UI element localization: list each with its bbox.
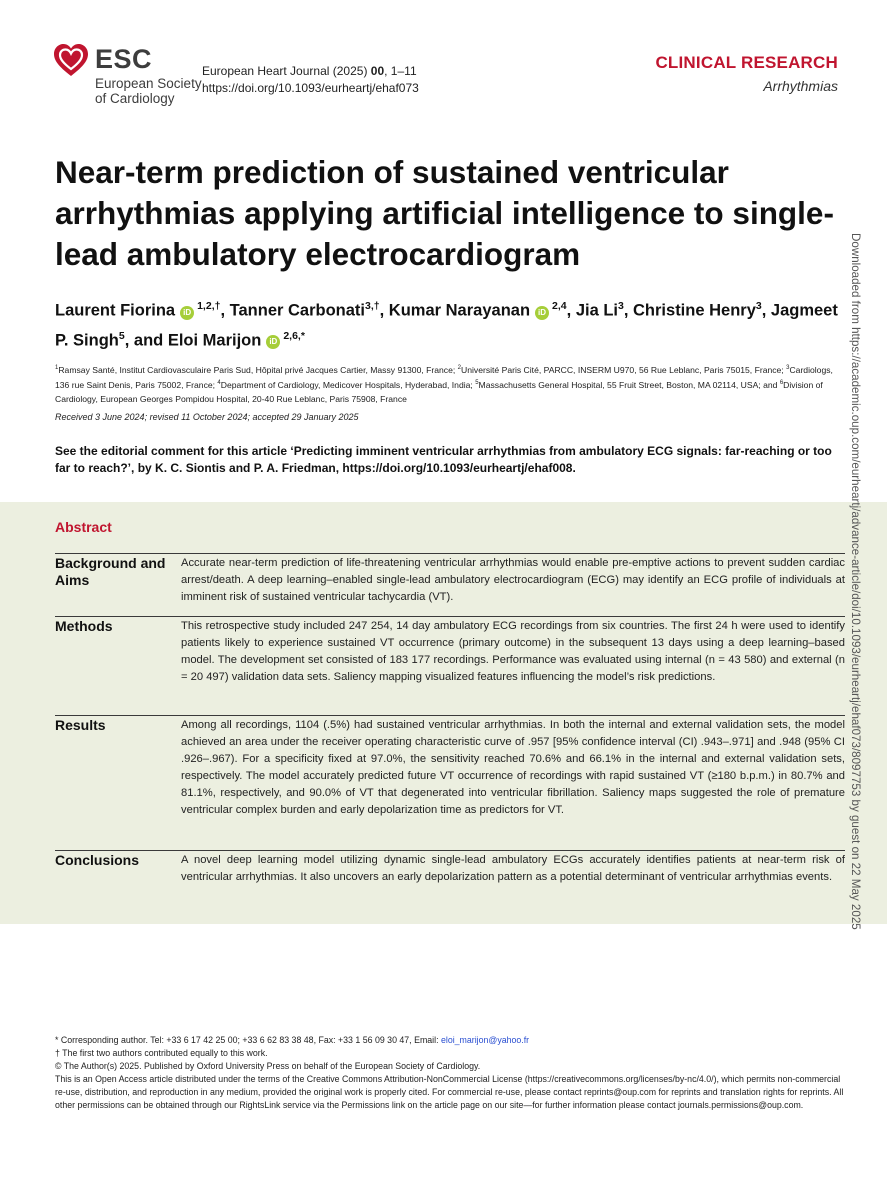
author-affiliation-sup: 2,6,* — [283, 329, 305, 342]
footnote-license: This is an Open Access article distributed under the terms of the Creative Commons Attribution-NonCommercial License (https://creativecommons.org/licenses/by-nc/4.0/), which permits non-commercial re-use, distribution, and reproduction in any medium, provided the original work is properly cited. For commercial re-use, please contact reprints@oup.com for reprints and translation rights for reprints. All other permissions can be obtained through our RightsLink service via the Permissions link on the article page on our site—for further information please contact journals.permissions@oup.com. — [55, 1074, 844, 1110]
abstract-section-text: Accurate near-term prediction of life-threatening ventricular arrhythmias would enable pre-emptive actions to prevent sudden cardiac arrest/death. A deep learning–enabled single-lead ambulatory electrocardiogram (ECG) may identify an ECG profile of individuals at imminent risk of sustained ventricular tachycardia (VT). — [181, 557, 845, 603]
affiliation-number: 1 — [55, 365, 59, 371]
author-separator: , — [566, 301, 576, 320]
author-separator: , — [623, 301, 634, 320]
author-affiliation-sup: 1,2,† — [197, 300, 221, 312]
category-subtype: Arrhythmias — [763, 78, 838, 94]
abstract-section-text: A novel deep learning model utilizing dynamic single-lead ambulatory ECGs accurately identifies patients at near-term risk of ventricular arrhythmias. It also uncovers an early depolarization pattern as a potential determinant of ventricular arrhythmias events. — [181, 854, 845, 883]
author-affiliation-sup: 2,4 — [552, 300, 567, 312]
author-separator: , and — [124, 331, 168, 349]
footnotes — [55, 1034, 845, 1112]
author-name: Eloi Marijon — [167, 331, 262, 349]
author-name: Jia Li — [575, 301, 618, 320]
abstract-section-text: Among all recordings, 1104 (.5%) had sustained ventricular arrhythmias. In both the internal and external validation sets, the model achieved an area under the receiver operating characteristic curve of .957 [95% confidence interval (CI) .943–.971] and .948 (95% CI .926–.967). For a specificity fixed at 97.0%, the sensitivity reached 70.6% and 66.1% in the internal and external validation sets, respectively. The model accurately predicted future VT occurrence of recordings with rapid sustained VT (≥180 b.p.m.) in 80.7% and 81.1%, respectively, and 90.0% of VT that degenerated into ventricular fibrillation. Saliency maps suggested the role of premature ventricular complex burden and early depolarization time as predictors for VT. — [181, 719, 845, 816]
affiliation-number: 6 — [779, 380, 784, 387]
affiliation-text: Cardiologs, 136 rue Saint Denis, Paris 75002, France; — [55, 364, 833, 391]
logo-subtitle: European Society of Cardiology — [95, 76, 202, 106]
abstract-section-label: Results — [55, 717, 106, 733]
journal-volume: 00 — [370, 64, 385, 78]
affiliation-text: Massachusetts General Hospital, 55 Fruit Street, Boston, MA 02114, USA; and — [478, 380, 780, 391]
journal-citation — [202, 63, 419, 97]
abstract-section-label: Methods — [55, 618, 113, 634]
abstract-section-text: This retrospective study included 247 254, 14 day ambulatory ECG recordings from six countries. The first 24 h were used to identify patients likely to experience sustained VT occurrence (primary outcome) in the subsequent 13 days using a deep learning–based model. The development set consisted of 183 177 recordings. Performance was evaluated using internal (n = 43 580) and external (n = 20 497) validation data sets. Saliency mapping visualized features influencing the model’s risk predictions. — [181, 620, 845, 683]
abstract-heading: Abstract — [55, 519, 112, 535]
affiliation-number: 5 — [475, 380, 479, 387]
affiliation-text: Department of Cardiology, Medicover Hospitals, Hyderabad, India; — [220, 380, 476, 391]
journal-name: European Heart Journal (2025) — [202, 64, 371, 78]
orcid-icon[interactable]: iD — [266, 335, 280, 349]
author-separator: , — [220, 301, 230, 320]
received-dates: Received 3 June 2024; revised 11 October 2024; accepted 29 January 2025 — [55, 412, 359, 422]
abstract-section-label: Conclusions — [55, 852, 140, 868]
journal-doi[interactable]: https://doi.org/10.1093/eurheartj/ehaf073 — [202, 81, 419, 95]
abstract-section-label: Background and Aims — [55, 555, 166, 588]
affiliation-number: 4 — [217, 380, 221, 387]
journal-pages: , 1–11 — [384, 64, 417, 78]
author-name: Kumar Narayanan — [388, 301, 531, 320]
heart-logo-icon — [52, 42, 90, 80]
abstract-section-background — [55, 553, 845, 603]
author-list — [55, 294, 845, 353]
author-affiliation-sup: 5 — [118, 329, 125, 342]
affiliation-number: 2 — [457, 365, 461, 371]
abstract-section-results — [55, 715, 845, 816]
category-type: CLINICAL RESEARCH — [655, 53, 838, 72]
footnote-corresponding: * Corresponding author. Tel: +33 6 17 42 25 00; +33 6 62 83 38 48, Fax: +33 1 56 09 30 47, Email: eloi_marijon@yahoo.fr — [55, 1035, 530, 1045]
affiliation-text: Université Paris Cité, PARCC, INSERM U970, 56 Rue Leblanc, Paris 75015, France; — [461, 364, 787, 375]
author-name: Christine Henry — [633, 301, 756, 320]
author-affiliation-sup: 3 — [755, 300, 762, 312]
affiliation-text: Ramsay Santé, Institut Cardiovasculaire Paris Sud, Hôpital privé Jacques Cartier, Massy 91300, France; — [58, 364, 458, 375]
author-affiliation-sup: 3,† — [365, 300, 380, 312]
author-separator: , — [761, 301, 771, 320]
author-name: Jagmeet P. Singh — [55, 301, 838, 349]
author-name: Tanner Carbonati — [229, 301, 366, 320]
abstract-section-methods — [55, 616, 845, 683]
affiliations — [55, 362, 845, 406]
orcid-icon[interactable]: iD — [535, 306, 549, 320]
abstract-section-conclusions — [55, 850, 845, 883]
download-watermark: Downloaded from https://academic.oup.com/eurheartj/advance-article/doi/10.1093/eurheartj/ehaf073/8097753 by guest on 22 May 2025 — [849, 233, 862, 930]
affiliation-number: 3 — [786, 365, 790, 371]
author-name: Laurent Fiorina — [55, 301, 176, 320]
abstract-box — [0, 502, 887, 924]
article-category — [655, 53, 838, 94]
orcid-icon[interactable]: iD — [180, 306, 194, 320]
email-link[interactable]: eloi_marijon@yahoo.fr — [440, 1035, 530, 1045]
editorial-note: See the editorial comment for this article ‘Predicting imminent ventricular arrhythmias from ambulatory ECG signals: far-reaching or too far to reach?’, by K. C. Siontis and P. A. Friedman, https://doi.org/10.1093/eurheartj/ehaf008. — [55, 444, 832, 475]
footnote-equal-contribution: † The first two authors contributed equally to this work. — [55, 1048, 268, 1058]
footnote-copyright: © The Author(s) 2025. Published by Oxford University Press on behalf of the European Society of Cardiology. — [55, 1061, 481, 1071]
logo-brand: ESC — [95, 44, 153, 74]
article-title: Near-term prediction of sustained ventricular arrhythmias applying artificial intelligence to single-lead ambulatory electrocardiogram — [55, 154, 834, 272]
author-separator: , — [379, 301, 389, 320]
affiliation-text: Division of Cardiology, European Georges Pompidou Hospital, 20-40 Rue Leblanc, Paris 75908, France — [55, 380, 823, 404]
author-affiliation-sup: 3 — [618, 300, 624, 312]
